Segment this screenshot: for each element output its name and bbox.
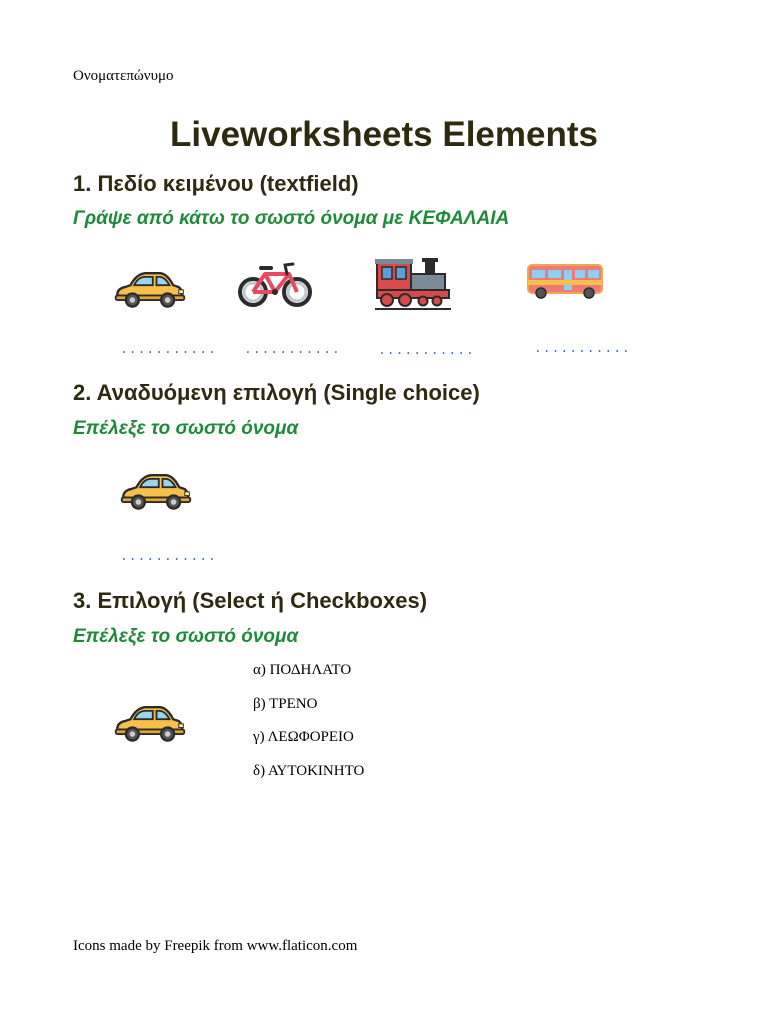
option-bicycle[interactable]: α) ΠΟΔΗΛΑΤΟ <box>253 662 352 678</box>
bus-icon <box>526 262 604 300</box>
car-icon <box>112 266 188 310</box>
section-2-heading: 2. Αναδυόμενη επιλογή (Single choice) <box>73 380 480 405</box>
option-train[interactable]: β) ΤΡΕΝΟ <box>253 695 318 712</box>
option-list <box>253 660 364 794</box>
section-2-instruction: Επέλεξε το σωστό όνομα <box>73 418 299 439</box>
section-1-instruction: Γράψε από κάτω το σωστό όνομα με ΚΕΦΑΛΑΙΑ <box>73 208 510 229</box>
option-car[interactable]: δ) ΑΥΤΟΚΙΝΗΤΟ <box>253 762 365 779</box>
name-label: Ονοματεπώνυμο <box>73 68 174 84</box>
section-1-heading: 1. Πεδίο κειμένου (textfield) <box>73 171 359 196</box>
single-choice-blank[interactable]: ........... <box>120 549 217 564</box>
train-icon <box>375 256 453 312</box>
section-3-heading: 3. Επιλογή (Select ή Checkboxes) <box>73 588 428 613</box>
answer-blank-car[interactable]: ........... <box>120 342 217 357</box>
section-3-instruction: Επέλεξε το σωστό όνομα <box>73 626 299 647</box>
answer-blank-bicycle[interactable]: ........... <box>244 342 341 357</box>
option-bus[interactable]: γ) ΛΕΩΦΟΡΕΙΟ <box>253 729 354 745</box>
car-icon <box>112 700 188 744</box>
answer-blank-train[interactable]: ........... <box>378 343 475 358</box>
answer-blank-bus[interactable]: ........... <box>534 341 631 356</box>
page-title: Liveworksheets Elements <box>170 115 598 154</box>
car-icon <box>118 468 194 512</box>
bicycle-icon <box>237 260 313 310</box>
footer-credit: Icons made by Freepik from www.flaticon.com <box>73 938 358 954</box>
